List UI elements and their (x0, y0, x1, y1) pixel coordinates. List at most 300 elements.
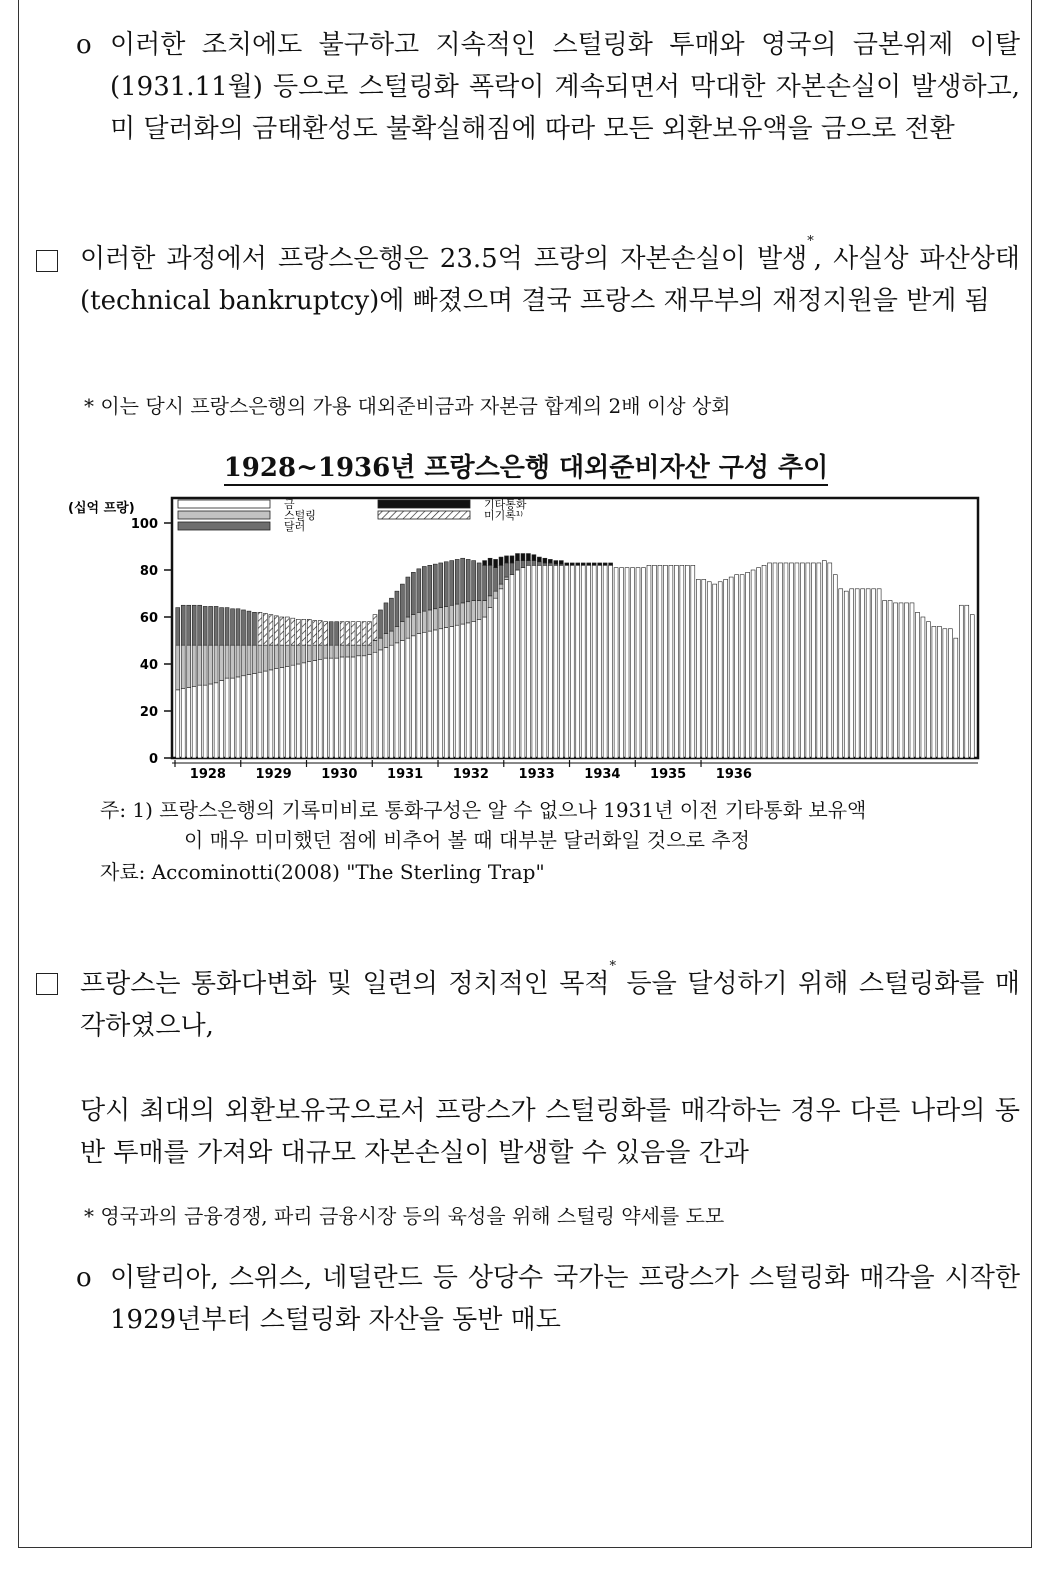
footnote: * 이는 당시 프랑스은행의 가용 대외준비금과 자본금 합계의 2배 이상 상회 (84, 394, 731, 418)
bar-gold (340, 657, 344, 758)
bar-dollar (247, 611, 251, 645)
bar-gold (444, 628, 448, 758)
bar-gold (915, 612, 919, 758)
bar-dollar (444, 562, 448, 607)
bar-gold (598, 565, 602, 758)
bar-gold (894, 603, 898, 758)
bar-gold (609, 565, 613, 758)
bar-unrecorded (302, 619, 306, 645)
bar-unrecorded (357, 622, 361, 646)
bar-sterling (444, 606, 448, 627)
bar-sterling (263, 645, 267, 671)
bar-gold (483, 617, 487, 758)
bar-gold (307, 662, 311, 758)
bar-gold (757, 568, 761, 758)
bar-other-currency (559, 561, 563, 565)
paragraph-other-countries: 이탈리아, 스위스, 네덜란드 등 상당수 국가는 프랑스가 스털링화 매각을 시작한 1929년부터 스털링화 자산을 동반 매도 (110, 1263, 1020, 1335)
bar-gold (877, 589, 881, 758)
bar-dollar (472, 561, 476, 601)
bar-sterling (505, 577, 509, 579)
bar-gold (570, 565, 574, 758)
bar-gold (954, 638, 958, 758)
bar-gold (806, 563, 810, 758)
bar-gold (735, 575, 739, 758)
bar-gold (844, 591, 848, 758)
y-tick-label: 20 (139, 705, 158, 720)
bar-sterling (379, 638, 383, 650)
legend-label-sterling: 스털링 (284, 509, 316, 522)
bar-sterling (368, 645, 372, 654)
bar-sterling (274, 645, 278, 669)
chart-note-line1: 주: 1) 프랑스은행의 기록미비로 통화구성은 알 수 없으나 1931년 이전 기타통화 보유액 (100, 798, 867, 822)
bar-dollar (198, 605, 202, 645)
bar-gold (707, 582, 711, 758)
checkbox-square-icon (36, 973, 58, 995)
bar-sterling (220, 645, 224, 680)
bar-unrecorded (269, 615, 273, 646)
bar-gold (274, 669, 278, 758)
bar-dollar (428, 565, 432, 610)
bar-gold (296, 664, 300, 758)
bar-dollar (455, 559, 459, 604)
bar-unrecorded (274, 616, 278, 645)
bar-gold (357, 656, 361, 758)
bar-gold (214, 683, 218, 758)
legend-swatch-sterling (178, 511, 270, 519)
bar-dollar (329, 622, 333, 646)
bar-dollar (406, 577, 410, 617)
bar-sterling (231, 645, 235, 678)
bar-gold (428, 631, 432, 758)
bar-sterling (340, 645, 344, 657)
bar-gold (746, 572, 750, 758)
bar-unrecorded (346, 622, 350, 646)
bar-other-currency (587, 563, 591, 565)
bar-gold (379, 650, 383, 758)
bar-gold (280, 668, 284, 758)
bar-gold (937, 626, 941, 758)
bar-gold (663, 565, 667, 758)
bar-sterling (439, 608, 443, 629)
bar-sterling (433, 609, 437, 630)
bar-gold (499, 589, 503, 758)
bar-dollar (335, 622, 339, 646)
bar-sterling (252, 645, 256, 673)
bar-gold (231, 678, 235, 758)
bar-other-currency (483, 561, 487, 566)
bar-gold (362, 656, 366, 758)
bar-sterling (450, 605, 454, 626)
bar-dollar (192, 605, 196, 645)
bar-gold (526, 565, 530, 758)
bar-sterling (472, 601, 476, 622)
bar-sterling (236, 645, 240, 677)
x-tick-label: 1935 (650, 767, 687, 782)
bar-sterling (258, 645, 262, 672)
x-tick-label: 1936 (715, 767, 752, 782)
chart-title: 1928~1936년 프랑스은행 대외준비자산 구성 추이 (0, 447, 1052, 484)
bar-gold (400, 641, 404, 759)
paragraph-overlooked-risk: 당시 최대의 외환보유국으로서 프랑스가 스털링화를 매각하는 경우 다른 나라의 동반 투매를 가져와 대규모 자본손실이 발생할 수 있음을 간과 (80, 1096, 1020, 1168)
bar-gold (422, 632, 426, 758)
bullet-marker: o (76, 1263, 92, 1293)
bar-unrecorded (263, 613, 267, 645)
bar-dollar (176, 608, 180, 646)
bar-gold (373, 652, 377, 758)
bar-dollar (220, 608, 224, 646)
x-tick-label: 1928 (189, 767, 226, 782)
bar-gold (784, 563, 788, 758)
bar-gold (225, 678, 229, 758)
bar-dollar (389, 598, 393, 631)
bar-dollar (395, 591, 399, 626)
bar-sterling (187, 645, 191, 687)
bar-gold (614, 568, 618, 758)
bar-gold (587, 565, 591, 758)
bar-sterling (269, 645, 273, 670)
bar-sterling (307, 645, 311, 661)
bar-gold (384, 648, 388, 758)
bar-gold (729, 577, 733, 758)
bar-dollar (181, 605, 185, 645)
bar-gold (285, 666, 289, 758)
bar-gold (247, 675, 251, 758)
bar-other-currency (570, 563, 574, 565)
bar-gold (559, 565, 563, 758)
bar-gold (318, 659, 322, 758)
bar-gold (532, 565, 536, 758)
y-tick-label: 80 (139, 564, 158, 579)
bar-gold (576, 565, 580, 758)
bar-sterling (335, 645, 339, 658)
bar-gold (515, 570, 519, 758)
bar-gold (181, 689, 185, 758)
bar-gold (329, 658, 333, 758)
bar-sterling (296, 645, 300, 664)
bar-gold (521, 568, 525, 758)
bar-sterling (176, 645, 180, 690)
bar-dollar (400, 584, 404, 622)
bar-unrecorded (324, 622, 328, 646)
bar-sterling (225, 645, 229, 678)
bar-sterling (291, 645, 295, 665)
bar-dollar (499, 565, 503, 584)
bar-gold (888, 601, 892, 758)
bar-dollar (379, 610, 383, 638)
bar-gold (702, 579, 706, 758)
bar-sterling (357, 645, 361, 656)
bar-sterling (373, 641, 377, 653)
bar-dollar (521, 561, 525, 568)
bar-dollar (209, 606, 213, 645)
legend-label-gold: 금 (284, 498, 295, 511)
bar-dollar (461, 558, 465, 603)
bar-gold (817, 563, 821, 758)
bar-other-currency (543, 558, 547, 563)
legend-label-other: 기타통화 (484, 498, 527, 511)
bar-dollar (466, 559, 470, 601)
bar-gold (691, 565, 695, 758)
x-tick-label: 1932 (452, 767, 489, 782)
bar-dollar (225, 608, 229, 646)
legend-swatch-dollar (178, 522, 270, 530)
bar-gold (417, 633, 421, 758)
bar-other-currency (505, 556, 509, 563)
bar-gold (258, 672, 262, 758)
bar-sterling (466, 602, 470, 623)
bar-sterling (461, 603, 465, 624)
bar-gold (209, 684, 213, 758)
bar-unrecorded (362, 622, 366, 646)
bar-unrecorded (340, 622, 344, 646)
bar-gold (389, 645, 393, 758)
bar-other-currency (603, 563, 607, 565)
bar-other-currency (494, 559, 498, 567)
bar-gold (472, 622, 476, 758)
bar-gold (466, 623, 470, 758)
bar-gold (751, 570, 755, 758)
bar-unrecorded (285, 617, 289, 645)
bar-gold (252, 673, 256, 758)
bar-other-currency (521, 554, 525, 561)
bar-sterling (209, 645, 213, 684)
footnote: * 영국과의 금융경쟁, 파리 금융시장 등의 육성을 위해 스털링 약세를 도모 (84, 1204, 725, 1228)
bar-sterling (417, 612, 421, 633)
bar-sterling (214, 645, 218, 683)
bar-unrecorded (307, 619, 311, 645)
bar-sterling (203, 645, 207, 685)
bar-gold (411, 636, 415, 758)
x-tick-label: 1933 (518, 767, 555, 782)
legend-label-unrecorded: 미기록¹⁾ (484, 509, 523, 522)
bar-gold (850, 589, 854, 758)
bar-gold (872, 589, 876, 758)
bar-gold (839, 589, 843, 758)
bar-sterling (455, 604, 459, 625)
bar-other-currency (576, 563, 580, 565)
bar-dollar (526, 561, 530, 566)
bar-sterling (406, 617, 410, 638)
bar-gold (346, 657, 350, 758)
bar-gold (510, 575, 514, 758)
bar-sterling (247, 645, 251, 674)
bar-dollar (187, 605, 191, 645)
bar-gold (455, 625, 459, 758)
bar-gold (899, 603, 903, 758)
bar-unrecorded (351, 622, 355, 646)
bar-dollar (515, 561, 519, 570)
bar-sterling (477, 601, 481, 620)
bar-gold (176, 690, 180, 758)
x-tick-label: 1929 (255, 767, 292, 782)
bar-gold (236, 677, 240, 758)
bar-gold (811, 563, 815, 758)
bar-sterling (285, 645, 289, 666)
bar-sterling (192, 645, 196, 686)
bar-other-currency (548, 559, 552, 563)
bar-dollar (422, 566, 426, 611)
bar-gold (642, 568, 646, 758)
bar-gold (910, 603, 914, 758)
bar-other-currency (609, 563, 613, 565)
bar-gold (652, 565, 656, 758)
bar-gold (866, 589, 870, 758)
bar-dollar (411, 572, 415, 614)
bar-gold (494, 598, 498, 758)
bar-dollar (537, 562, 541, 566)
bar-other-currency (532, 555, 536, 561)
bar-unrecorded (280, 617, 284, 645)
bar-other-currency (526, 554, 530, 561)
bar-gold (488, 608, 492, 758)
bar-other-currency (537, 557, 541, 562)
bar-sterling (483, 601, 487, 617)
bar-sterling (280, 645, 284, 667)
bar-sterling (318, 645, 322, 659)
bar-gold (220, 680, 224, 758)
bar-dollar (450, 561, 454, 606)
bar-sterling (422, 611, 426, 632)
bar-gold (762, 565, 766, 758)
bar-gold (822, 561, 826, 758)
x-tick-label: 1931 (387, 767, 424, 782)
bar-gold (932, 626, 936, 758)
bar-dollar (214, 606, 218, 645)
bar-gold (554, 565, 558, 758)
bar-gold (696, 579, 700, 758)
bar-sterling (400, 622, 404, 641)
bar-dollar (417, 569, 421, 612)
bar-dollar (439, 563, 443, 608)
bar-gold (965, 605, 969, 758)
bullet-marker: o (76, 30, 92, 60)
bar-gold (828, 563, 832, 758)
bar-gold (970, 615, 974, 758)
bar-other-currency (515, 554, 519, 561)
bar-gold (581, 565, 585, 758)
bar-sterling (499, 584, 503, 589)
bar-sterling (313, 645, 317, 660)
bar-other-currency (598, 563, 602, 565)
bar-gold (263, 671, 267, 758)
bar-gold (724, 579, 728, 758)
bar-sterling (389, 631, 393, 645)
legend-label-dollar: 달러 (284, 520, 306, 533)
bar-gold (565, 565, 569, 758)
checkbox-square-icon (36, 250, 58, 272)
chart-note-line2: 이 매우 미미했던 점에 비추어 볼 때 대부분 달러화일 것으로 추정 (184, 828, 750, 852)
bar-gold (948, 629, 952, 758)
bar-gold (192, 686, 196, 758)
bar-sterling (198, 645, 202, 685)
bar-dollar (242, 610, 246, 645)
bar-sterling (428, 610, 432, 631)
legend-swatch-gold (178, 500, 270, 508)
bar-gold (302, 663, 306, 758)
bar-dollar (477, 563, 481, 601)
bar-gold (768, 563, 772, 758)
bar-unrecorded (258, 612, 262, 645)
bar-gold (198, 685, 202, 758)
y-tick-label: 40 (139, 658, 158, 673)
bar-dollar (543, 563, 547, 565)
chart-source: 자료: Accominotti(2008) "The Sterling Trap" (100, 860, 545, 884)
bar-gold (861, 589, 865, 758)
bar-unrecorded (296, 619, 300, 645)
bar-dollar (252, 612, 256, 645)
bar-dollar (483, 565, 487, 600)
bar-gold (658, 565, 662, 758)
bar-dollar (488, 565, 492, 596)
bar-sterling (488, 596, 492, 608)
bar-sterling (411, 615, 415, 636)
reserve-composition-chart (0, 490, 1052, 790)
bar-dollar (505, 563, 509, 577)
x-tick-label: 1934 (584, 767, 621, 782)
bar-gold (368, 655, 372, 758)
paragraph-gold-conversion: 이러한 조치에도 불구하고 지속적인 스털링화 투매와 영국의 금본위제 이탈(1931.11월) 등으로 스털링화 폭락이 계속되면서 막대한 자본손실이 발생하고, 미 달러화의 금태환성도 불확실해짐에 따라 모든 외환보유액을 금으로 전환 (110, 30, 1020, 144)
bar-gold (773, 563, 777, 758)
bar-gold (461, 624, 465, 758)
bar-sterling (494, 591, 498, 598)
bar-unrecorded (318, 621, 322, 646)
bar-gold (800, 563, 804, 758)
paragraph-sterling-sale: 프랑스는 통화다변화 및 일련의 정치적인 목적* 등을 달성하기 위해 스털링화를 매각하였으나, (80, 959, 1021, 1041)
bar-gold (351, 657, 355, 758)
bar-unrecorded (373, 615, 377, 641)
bar-gold (537, 565, 541, 758)
bar-gold (242, 676, 246, 758)
bar-gold (187, 688, 191, 759)
bar-gold (926, 622, 930, 758)
bar-sterling (324, 645, 328, 658)
bar-gold (740, 575, 744, 758)
y-axis-label: (십억 프랑) (68, 501, 135, 516)
bar-gold (647, 565, 651, 758)
bar-gold (625, 568, 629, 758)
y-tick-label: 100 (130, 517, 158, 532)
bar-gold (548, 565, 552, 758)
bar-sterling (395, 626, 399, 642)
bar-gold (324, 658, 328, 758)
bar-sterling (181, 645, 185, 688)
bar-gold (669, 565, 673, 758)
paragraph-capital-loss: 이러한 과정에서 프랑스은행은 23.5억 프랑의 자본손실이 발생*, 사실상 파산상태(technical bankruptcy)에 빠졌으며 결국 프랑스 재무부의 재정지원을 받게 됨 (80, 234, 1020, 316)
bar-sterling (384, 633, 388, 647)
bar-gold (883, 601, 887, 758)
bar-dollar (384, 603, 388, 634)
bar-sterling (329, 645, 333, 658)
bar-dollar (548, 563, 552, 565)
bar-gold (450, 626, 454, 758)
bar-gold (269, 670, 273, 758)
bar-gold (855, 589, 859, 758)
bar-gold (505, 579, 509, 758)
bar-unrecorded (313, 621, 317, 646)
bar-gold (203, 685, 207, 758)
bar-gold (620, 568, 624, 758)
bar-gold (833, 575, 837, 758)
bar-gold (959, 605, 963, 758)
bar-gold (433, 630, 437, 758)
legend-swatch-other (378, 500, 470, 508)
bar-gold (313, 660, 317, 758)
bar-gold (718, 582, 722, 758)
bar-dollar (532, 561, 536, 566)
bar-other-currency (592, 563, 596, 565)
bar-gold (685, 565, 689, 758)
bar-sterling (242, 645, 246, 676)
